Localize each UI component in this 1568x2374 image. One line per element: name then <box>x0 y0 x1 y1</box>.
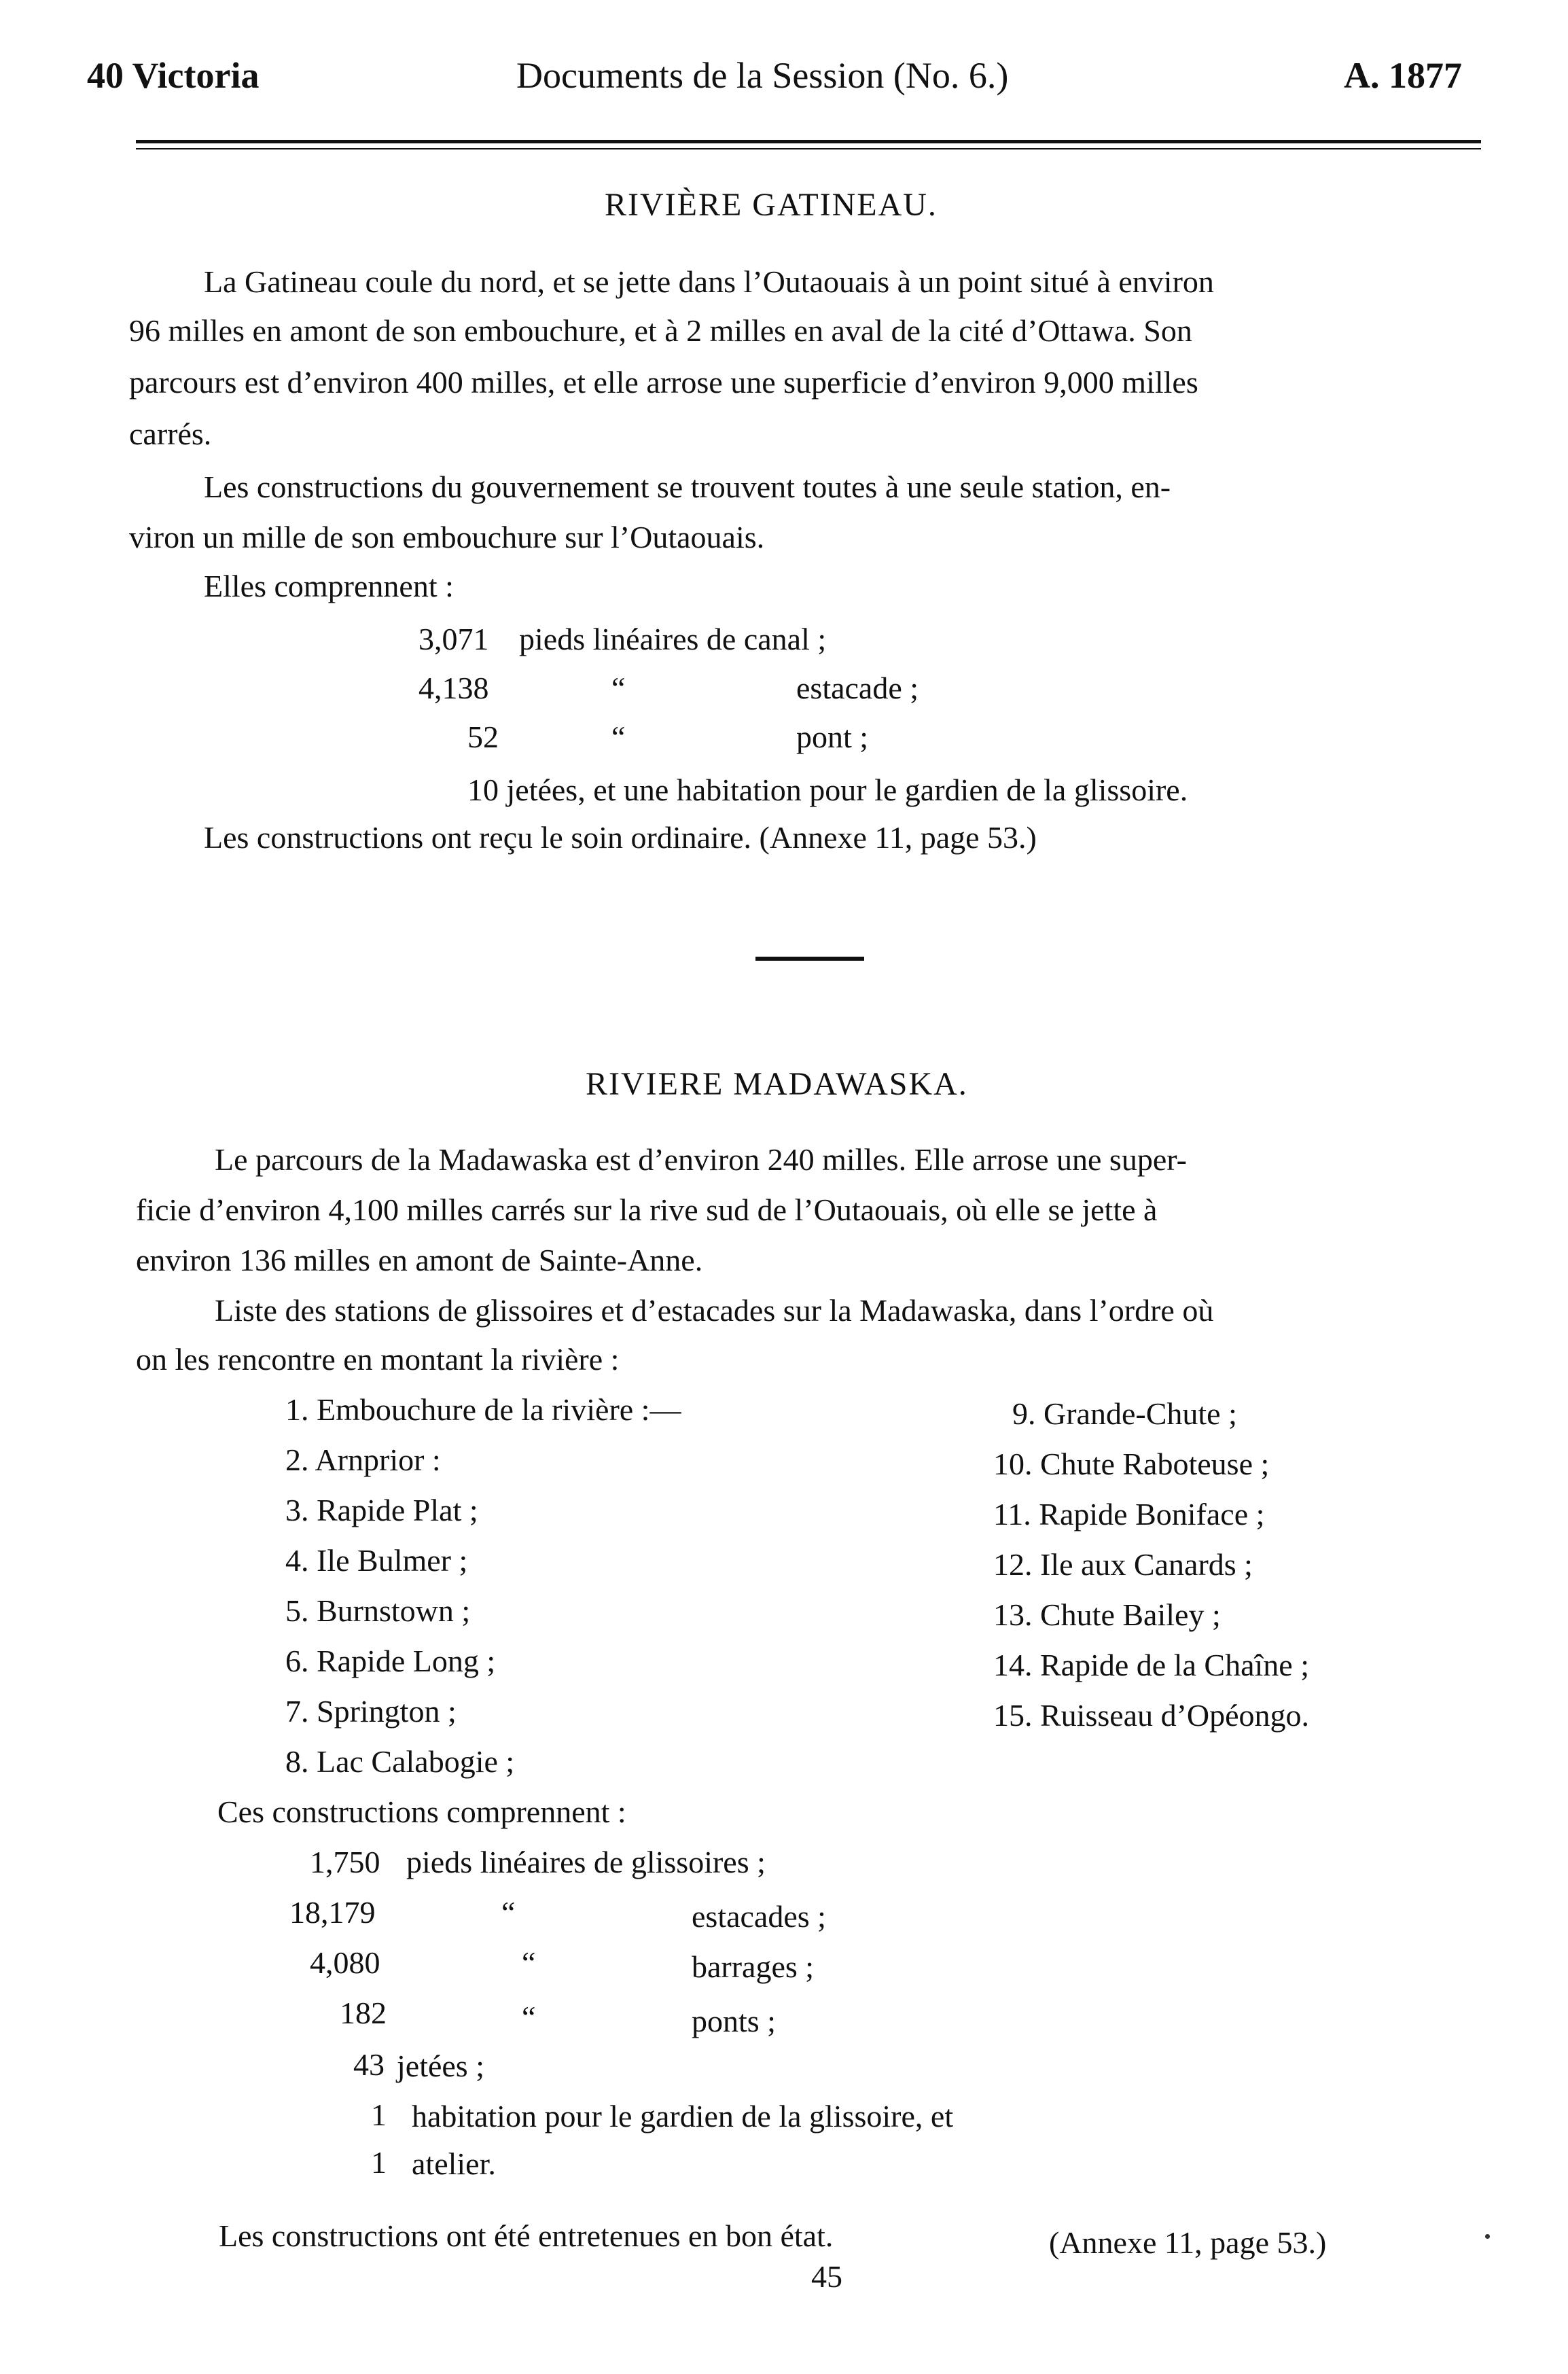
gatineau-item-qty: 4,138 <box>418 671 489 705</box>
gatineau-item-what: pont ; <box>796 720 869 754</box>
madawaska-extra-what: atelier. <box>412 2146 496 2181</box>
madawaska-p1-line2: ficie d’environ 4,100 milles carrés sur la rive sud de l’Outaouais, où elle se jette à <box>136 1192 1158 1227</box>
station-item: 6. Rapide Long ; <box>285 1644 496 1678</box>
gatineau-closing: Les constructions ont reçu le soin ordinaire. (Annexe 11, page 53.) <box>204 820 1037 855</box>
section-divider <box>755 957 864 961</box>
gatineau-item-jetees: 10 jetées, et une habitation pour le gardien de la glissoire. <box>467 773 1188 807</box>
madawaska-item-what: ponts ; <box>692 2004 776 2038</box>
station-item: 14. Rapide de la Chaîne ; <box>993 1648 1309 1682</box>
station-item: 2. Arnprior : <box>285 1442 441 1477</box>
madawaska-item-what: estacades ; <box>692 1899 826 1934</box>
gatineau-item-qty: 3,071 <box>418 622 489 656</box>
gatineau-p1-line3: parcours est d’environ 400 milles, et elle arrose une superficie d’environ 9,000 milles <box>129 365 1198 400</box>
madawaska-p2-line1: Liste des stations de glissoires et d’estacades sur la Madawaska, dans l’ordre où <box>215 1293 1214 1328</box>
header-rule-thin <box>136 148 1481 149</box>
madawaska-item-what: barrages ; <box>692 1949 815 1984</box>
gatineau-p2-line2: viron un mille de son embouchure sur l’Outaouais. <box>129 520 765 554</box>
page-number: 45 <box>811 2259 842 2294</box>
header-left: 40 Victoria <box>87 55 260 96</box>
station-item: 9. Grande-Chute ; <box>1012 1396 1237 1431</box>
madawaska-closing-ref: (Annexe 11, page 53.) <box>1049 2225 1327 2260</box>
station-item: 4. Ile Bulmer ; <box>285 1543 468 1578</box>
station-item: 11. Rapide Boniface ; <box>993 1497 1265 1531</box>
ditto-mark: “ <box>522 1945 536 1980</box>
gatineau-p1-line2: 96 milles en amont de son embouchure, et à 2 milles en aval de la cité d’Ottawa. Son <box>129 313 1192 348</box>
station-item: 13. Chute Bailey ; <box>993 1597 1221 1632</box>
gatineau-p3: Elles comprennent : <box>204 569 454 603</box>
madawaska-p1-line3: environ 136 milles en amont de Sainte-Anne. <box>136 1243 703 1277</box>
station-item: 15. Ruisseau d’Opéongo. <box>993 1698 1310 1733</box>
station-item: 12. Ile aux Canards ; <box>993 1547 1253 1582</box>
madawaska-item-qty: 18,179 <box>289 1895 376 1930</box>
madawaska-item-qty: 1,750 <box>310 1845 380 1879</box>
madawaska-closing-text: Les constructions ont été entretenues en bon état. <box>219 2218 834 2253</box>
madawaska-extra-qty: 43 <box>353 2047 385 2082</box>
gatineau-p2-line1: Les constructions du gouvernement se trouvent toutes à une seule station, en- <box>204 470 1171 504</box>
header-rule-thick <box>136 140 1481 143</box>
gatineau-item-unit: pieds linéaires de canal ; <box>519 622 827 656</box>
station-item: 10. Chute Raboteuse ; <box>993 1447 1270 1481</box>
gatineau-item-qty: 52 <box>467 720 499 754</box>
madawaska-p1-line1: Le parcours de la Madawaska est d’environ 240 milles. Elle arrose une super- <box>215 1142 1187 1177</box>
station-item: 5. Burnstown ; <box>285 1593 471 1628</box>
gatineau-p1-line4: carrés. <box>129 417 212 451</box>
madawaska-item-unit: pieds linéaires de glissoires ; <box>406 1845 766 1879</box>
madawaska-extra-qty: 1 <box>371 2097 387 2132</box>
ditto-mark: “ <box>611 720 626 754</box>
madawaska-item-qty: 182 <box>340 1996 387 2030</box>
ditto-mark: “ <box>522 2000 536 2034</box>
ditto-mark: “ <box>501 1895 516 1930</box>
station-item: 3. Rapide Plat ; <box>285 1493 478 1527</box>
ditto-mark: “ <box>611 671 626 705</box>
section-title-gatineau: RIVIÈRE GATINEAU. <box>605 187 938 223</box>
madawaska-extra-what: jetées ; <box>397 2049 484 2083</box>
madawaska-extra-qty: 1 <box>371 2145 387 2180</box>
madawaska-extra-what: habitation pour le gardien de la glissoire, et <box>412 2099 954 2133</box>
madawaska-p2-line2: on les rencontre en montant la rivière : <box>136 1342 620 1377</box>
header-right: A. 1877 <box>1344 55 1462 96</box>
stray-dot <box>1485 2234 1490 2239</box>
madawaska-item-qty: 4,080 <box>310 1945 380 1980</box>
station-item: 8. Lac Calabogie ; <box>285 1744 515 1779</box>
section-title-madawaska: RIVIERE MADAWASKA. <box>586 1066 968 1102</box>
station-item: 7. Springton ; <box>285 1694 457 1729</box>
gatineau-p1-line1: La Gatineau coule du nord, et se jette dans l’Outaouais à un point situé à environ <box>204 264 1214 299</box>
header-center: Documents de la Session (No. 6.) <box>516 55 1009 96</box>
station-item: 1. Embouchure de la rivière :— <box>285 1392 681 1427</box>
gatineau-item-what: estacade ; <box>796 671 919 705</box>
madawaska-p3: Ces constructions comprennent : <box>217 1794 626 1829</box>
